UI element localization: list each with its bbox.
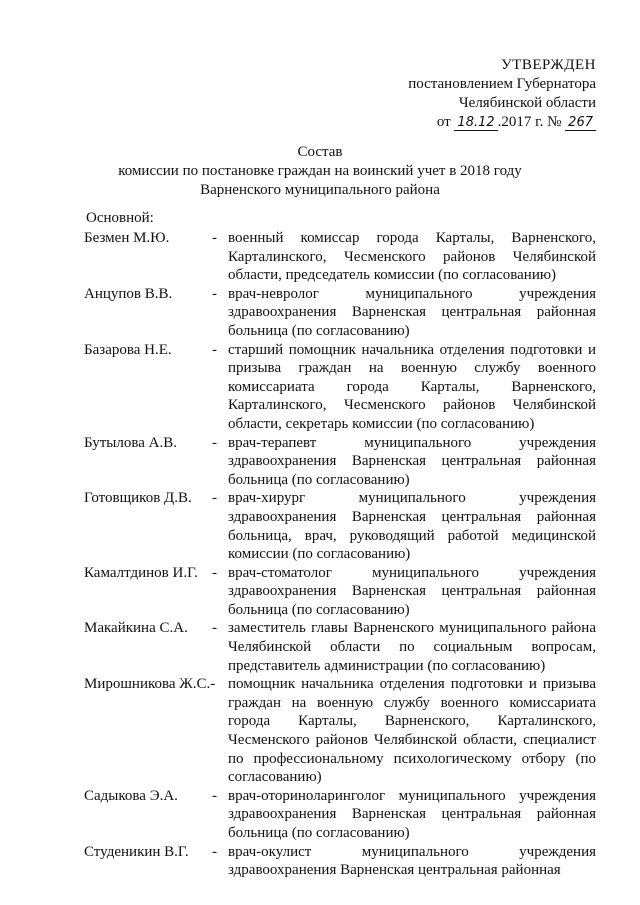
member-name: Бутылова А.В.	[84, 434, 177, 451]
member-row	[84, 787, 596, 843]
member-name: Камалтдинов И.Г.	[84, 564, 198, 581]
member-dash: -	[212, 285, 217, 302]
member-dash: -	[212, 490, 217, 507]
member-row	[84, 675, 596, 787]
member-dash: -	[212, 341, 217, 358]
member-dash: -	[212, 230, 217, 246]
member-name: Анцупов В.В.	[84, 285, 173, 302]
member-dash: -	[212, 434, 217, 451]
approval-title: УТВЕРЖДЕН	[501, 57, 596, 73]
member-description: врач-невролог муниципального учреждения здравоохранения Варненская центральная районная больница (по согласованию)	[228, 285, 596, 339]
member-row	[84, 489, 596, 563]
approval-block	[376, 56, 596, 132]
decree-number: 267	[565, 115, 596, 131]
date-prefix: от	[436, 114, 451, 130]
member-description: старший помощник начальника отделения подготовки и призыва граждан на военную службу военного комиссариата города Карталы, Варненского, Карталинского, Чесменского районов Челябинской области, секретарь комиссии (по согласованию)	[228, 341, 596, 432]
member-description: врач-окулист муниципального учреждения здравоохранения Варненская центральная районная	[228, 843, 596, 879]
member-row	[84, 564, 596, 620]
member-description: заместитель главы Варненского муниципального района Челябинской области по социальным вопросам, представитель администрации (по согласованию)	[228, 620, 596, 674]
heading-line-3: Варненского муниципального района	[200, 182, 440, 198]
member-name: Макайкина С.А.	[84, 620, 188, 637]
member-row	[84, 434, 596, 490]
member-dash: -	[212, 620, 217, 637]
section-label: Основной:	[86, 210, 154, 226]
member-name: Садыкова Э.А.	[84, 787, 178, 804]
approval-line-2: Челябинской области	[458, 95, 596, 111]
member-description: военный комиссар города Карталы, Варненского, Карталинского, Чесменского районов Челябинской области, председатель комиссии (по согласованию)	[228, 230, 596, 284]
member-description: помощник начальника отделения подготовки и призыва граждан на военную службу военного комиссариата города Карталы, Варненского, Карталинского, Чесменского районов Челябинской области, специалист по профессиональному психологическому отбору (по согласованию)	[228, 676, 596, 786]
decree-year: .2017 г. №	[497, 114, 562, 130]
member-row	[84, 619, 596, 675]
member-row	[84, 229, 596, 285]
heading-line-1: Состав	[297, 144, 343, 160]
member-dash	[212, 675, 228, 787]
member-row	[84, 843, 596, 880]
member-name: Готовщиков Д.В.	[84, 490, 192, 507]
members-list	[84, 229, 596, 880]
member-dash: -	[212, 843, 217, 860]
member-name: Мирошникова Ж.С.-	[84, 676, 216, 693]
member-name: Базарова Н.Е.	[84, 341, 172, 358]
member-description: врач-оториноларинголог муниципального учреждения здравоохранения Варненская центральная районная больница (по согласованию)	[228, 787, 596, 841]
member-dash: -	[212, 787, 217, 804]
member-description: врач-терапевт муниципального учреждения здравоохранения Варненская центральная районная больница (по согласованию)	[228, 434, 596, 488]
heading-line-2: комиссии по постановке граждан на воинский учет в 2018 году	[118, 163, 522, 179]
member-name: Студеникин В.Г.	[84, 843, 189, 860]
approval-date-line	[376, 113, 596, 132]
decree-date: 18.12	[454, 115, 497, 131]
approval-line-1: постановлением Губернатора	[408, 76, 596, 92]
document-heading	[0, 143, 640, 200]
member-row	[84, 285, 596, 341]
member-dash: -	[212, 564, 217, 581]
member-name: Безмен М.Ю.	[84, 230, 170, 246]
member-description: врач-хирург муниципального учреждения здравоохранения Варненская центральная районная больница, врач, руководящий работой медицинской комиссии (по согласованию)	[228, 490, 596, 563]
member-description: врач-стоматолог муниципального учреждения здравоохранения Варненская центральная районная больница (по согласованию)	[228, 564, 596, 618]
member-row	[84, 341, 596, 434]
